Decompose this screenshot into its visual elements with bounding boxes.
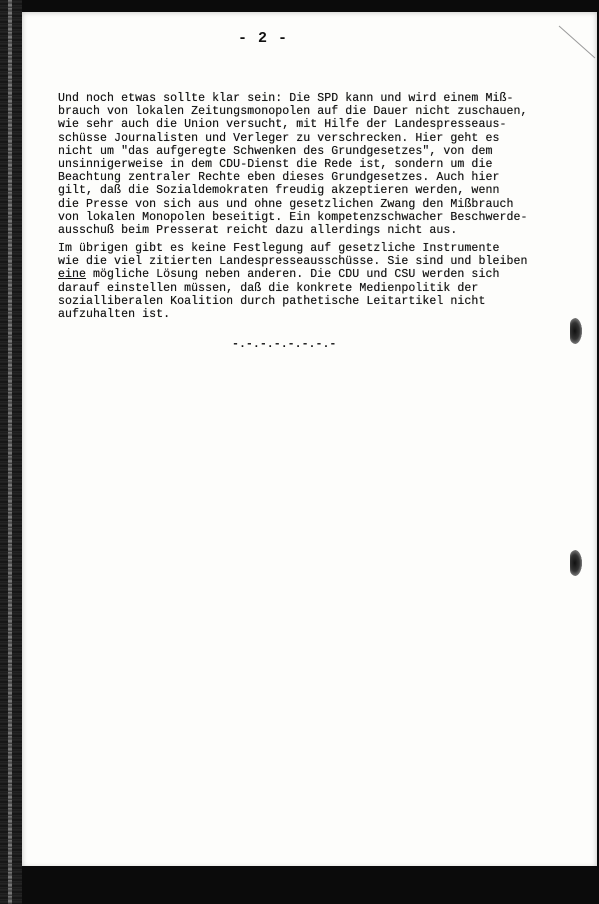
paragraph-2 <box>58 242 568 321</box>
text-line: sozialliberalen Koalition durch pathetische Leitartikel nicht <box>58 294 486 308</box>
punch-hole-upper <box>570 318 582 344</box>
text-line: Im übrigen gibt es keine Festlegung auf gesetzliche Instrumente <box>58 242 500 255</box>
text-line: unsinnigerweise in dem CDU-Dienst die Rede ist, sondern um die <box>58 157 493 171</box>
text-line: wie sehr auch die Union versucht, mit Hilfe der Landespresseaus- <box>58 118 507 132</box>
page-number: - 2 - <box>238 30 289 47</box>
underlined-word: eine <box>58 268 87 282</box>
text-line: Und noch etwas sollte klar sein: Die SPD kann und wird einem Miß- <box>58 92 514 105</box>
text-line: schüsse Journalisten und Verleger zu verschrecken. Hier geht es <box>58 131 500 145</box>
corner-crease <box>557 22 597 62</box>
text-line: darauf einstellen müssen, daß die konkrete Medienpolitik der <box>58 281 479 295</box>
text-line: nicht um "das aufgeregte Schwenken des Grundgesetzes", von dem <box>58 144 493 158</box>
text-line: gilt, daß die Sozialdemokraten freudig akzeptieren werden, wenn <box>58 184 500 198</box>
scan-bottom-border <box>22 866 599 904</box>
text-line: aufzuhalten ist. <box>58 307 171 321</box>
text-line: von lokalen Monopolen beseitigt. Ein kompetenzschwacher Beschwerde- <box>58 210 528 224</box>
punch-hole-lower <box>570 550 582 576</box>
text-line: Beachtung zentraler Rechte eben dieses Grundgesetzes. Auch hier <box>58 171 500 185</box>
paragraph-1 <box>58 92 568 237</box>
section-separator: -.-.-.-.-.-.-.- <box>232 338 337 351</box>
text-line: brauch von lokalen Zeitungsmonopolen auf die Dauer nicht zuschauen, <box>58 105 528 119</box>
text-line <box>58 268 568 281</box>
text-line: ausschuß beim Presserat reicht dazu allerdings nicht aus. <box>58 223 458 237</box>
text-line: die Presse von sich aus und ohne gesetzlichen Zwang den Mißbrauch <box>58 197 514 211</box>
binding-edge <box>0 0 22 904</box>
text-line: wie die viel zitierten Landespresseausschüsse. Sie sind und bleiben <box>58 255 528 269</box>
text-fragment: mögliche Lösung neben anderen. Die CDU und CSU werden sich <box>86 268 500 282</box>
